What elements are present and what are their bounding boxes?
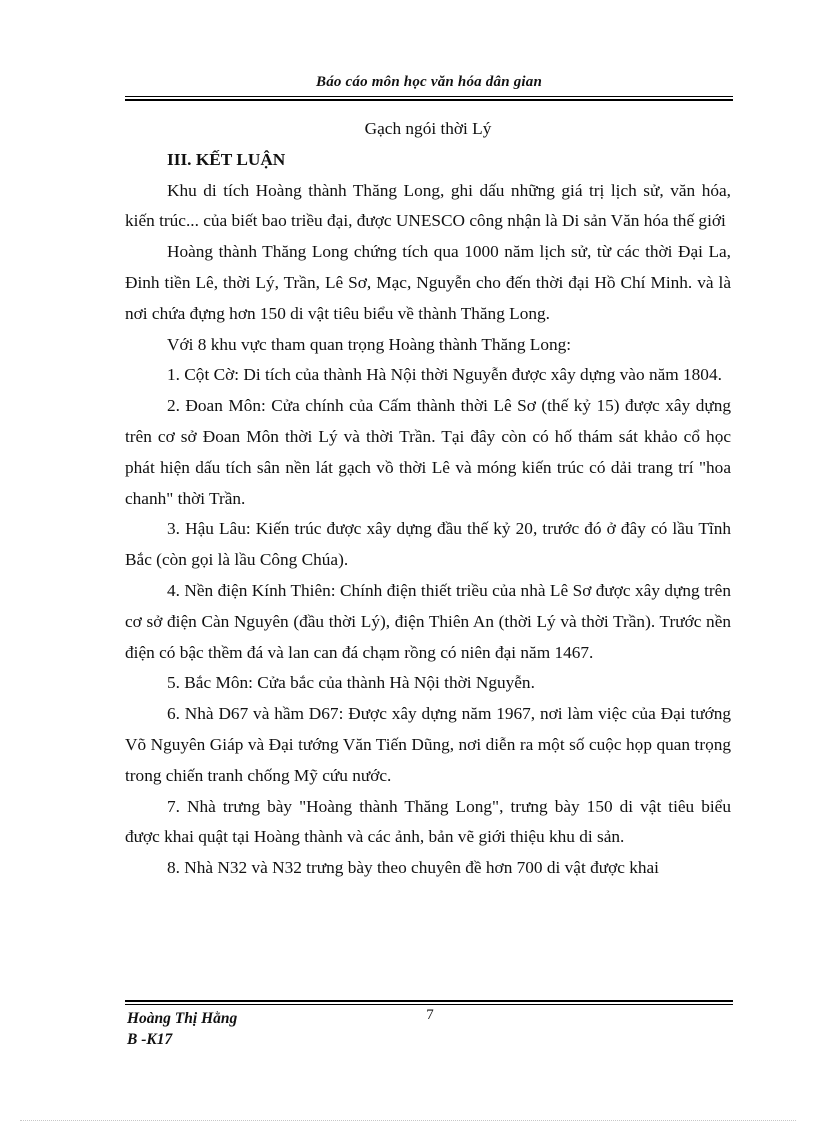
list-item: 3. Hậu Lâu: Kiến trúc được xây dựng đầu thế kỷ 20, trước đó ở đây có lầu Tĩnh Bắc (còn gọi là lầu Công Chúa). xyxy=(125,519,731,570)
paragraph: Khu di tích Hoàng thành Thăng Long, ghi dấu những giá trị lịch sử, văn hóa, kiến trúc... của biết bao triều đại, được UNESCO công nhận là Di sản Văn hóa thế giới xyxy=(125,180,731,231)
paragraph: Hoàng thành Thăng Long chứng tích qua 1000 năm lịch sử, từ các thời Đại La, Đinh tiền Lê, thời Lý, Trần, Lê Sơ, Mạc, Nguyễn cho đến thời đại Hồ Chí Minh. và là nơi chứa đựng hơn 150 di vật tiêu biểu về thành Thăng Long. xyxy=(125,242,731,323)
footer-rule-bottom xyxy=(125,1004,733,1005)
author-class: B -K17 xyxy=(127,1031,173,1048)
header-rule-top xyxy=(125,96,733,97)
list-item: 8. Nhà N32 và N32 trưng bày theo chuyên đề hơn 700 di vật được khai xyxy=(167,858,659,878)
author-name: Hoàng Thị Hằng xyxy=(127,1010,238,1027)
header-title: Báo cáo môn học văn hóa dân gian xyxy=(315,74,543,90)
section-heading: III. KẾT LUẬN xyxy=(167,149,286,169)
page-bottom-divider xyxy=(20,1120,796,1121)
list-item: 5. Bắc Môn: Cửa bắc của thành Hà Nội thời Nguyễn. xyxy=(167,673,535,693)
footer-rule-top xyxy=(125,1000,733,1002)
list-item: 6. Nhà D67 và hầm D67: Được xây dựng năm 1967, nơi làm việc của Đại tướng Võ Nguyên Giáp và Đại tướng Văn Tiến Dũng, nơi diễn ra một số cuộc họp quan trọng trong chiến tranh chống Mỹ cứu nước. xyxy=(125,704,731,785)
footer-author-block xyxy=(127,1008,237,1050)
paragraph: Với 8 khu vực tham quan trọng Hoàng thành Thăng Long: xyxy=(167,334,572,354)
header-rule-bottom xyxy=(125,99,733,101)
document-body xyxy=(125,114,731,884)
list-item: 4. Nền điện Kính Thiên: Chính điện thiết triều của nhà Lê Sơ được xây dựng trên cơ sở điện Càn Nguyên (đầu thời Lý), điện Thiên An (thời Lý và thời Trần). Trước nền điện có bậc thềm đá và lan can đá chạm rồng có niên đại năm 1467. xyxy=(125,580,731,662)
list-item: 2. Đoan Môn: Cửa chính của Cấm thành thời Lê Sơ (thế kỷ 15) được xây dựng trên cơ sở Đoan Môn thời Lý và thời Trần. Tại đây còn có hố thám sát khảo cổ học phát hiện dấu tích sân nền lát gạch vồ thời Lê và móng kiến trúc có dải trang trí "hoa chanh" thời Trần. xyxy=(125,396,731,508)
list-item: 1. Cột Cờ: Di tích của thành Hà Nội thời Nguyễn được xây dựng vào năm 1804. xyxy=(167,365,722,385)
list-item: 7. Nhà trưng bày "Hoàng thành Thăng Long", trưng bày 150 di vật tiêu biểu được khai quật tại Hoàng thành và các ảnh, bản vẽ giới thiệu khu di sản. xyxy=(125,796,731,847)
image-caption: Gạch ngói thời Lý xyxy=(364,119,492,138)
page-number: 7 xyxy=(426,1007,434,1023)
